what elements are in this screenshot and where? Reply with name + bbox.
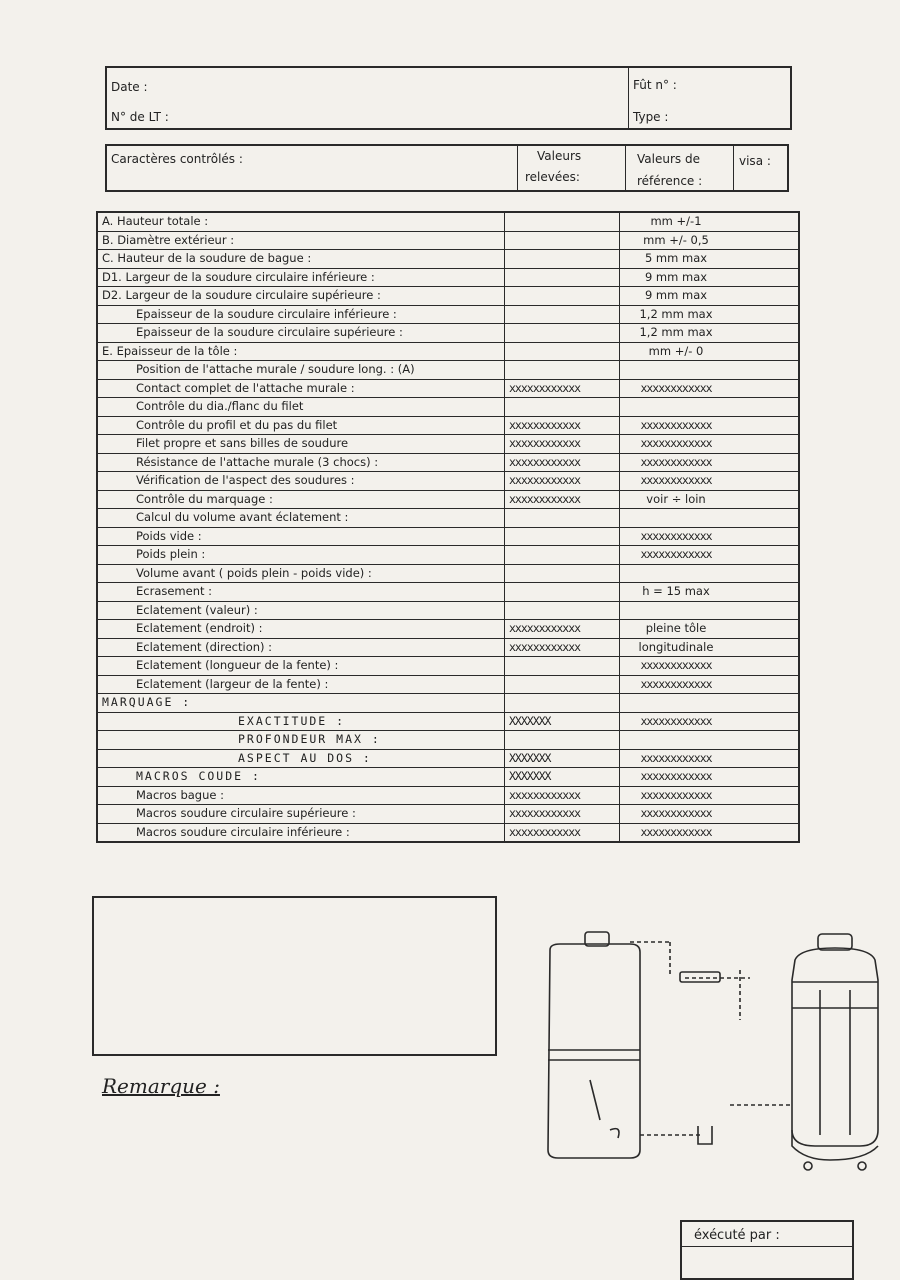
table-row: [97, 823, 799, 842]
header-box: [105, 66, 792, 130]
notes-box[interactable]: [92, 896, 497, 1056]
date-label: Date :: [111, 80, 148, 94]
reference-cell: 5 mm max: [620, 250, 733, 269]
reference-cell: [620, 731, 733, 750]
table-row: [97, 435, 799, 454]
visa-cell[interactable]: [732, 453, 799, 472]
table-row: [97, 287, 799, 306]
visa-cell[interactable]: [732, 527, 799, 546]
row-label: Ecrasement :: [97, 583, 505, 602]
reference-cell: 9 mm max: [620, 268, 733, 287]
reference-cell: [620, 361, 733, 380]
table-row: [97, 231, 799, 250]
bottle-left-icon: [548, 932, 640, 1158]
measured-cell[interactable]: [505, 601, 620, 620]
row-label: Calcul du volume avant éclatement :: [97, 509, 505, 528]
measured-cell[interactable]: XXXXXXX: [505, 749, 620, 768]
executed-by-divider: [682, 1246, 854, 1247]
row-label: Macros soudure circulaire inférieure :: [97, 823, 505, 842]
table-row: [97, 398, 799, 417]
visa-cell[interactable]: [732, 287, 799, 306]
reference-cell: [620, 398, 733, 417]
row-label: Poids plein :: [97, 546, 505, 565]
remark-label: Remarque :: [102, 1074, 220, 1098]
measured-cell[interactable]: [505, 731, 620, 750]
lot-label: N° de LT :: [111, 110, 169, 124]
measured-header-2: relevées:: [525, 170, 580, 184]
executed-by-box: [680, 1220, 854, 1280]
visa-cell[interactable]: [732, 712, 799, 731]
visa-cell[interactable]: [732, 657, 799, 676]
reference-cell: xxxxxxxxxxxx: [620, 527, 733, 546]
table-row: [97, 731, 799, 750]
row-label: Filet propre et sans billes de soudure: [97, 435, 505, 454]
reference-cell: xxxxxxxxxxxx: [620, 472, 733, 491]
col-divider-3: [733, 146, 734, 190]
visa-cell[interactable]: [732, 324, 799, 343]
measured-cell[interactable]: [505, 527, 620, 546]
column-header-box: [105, 144, 789, 192]
characters-header: Caractères contrôlés :: [111, 152, 243, 166]
reference-cell: 9 mm max: [620, 287, 733, 306]
visa-cell[interactable]: [732, 638, 799, 657]
visa-cell[interactable]: [732, 268, 799, 287]
row-label: Eclatement (longueur de la fente) :: [97, 657, 505, 676]
visa-cell[interactable]: [732, 231, 799, 250]
reference-cell: [620, 694, 733, 713]
measured-cell[interactable]: xxxxxxxxxxxx: [505, 620, 620, 639]
reference-cell: xxxxxxxxxxxx: [620, 453, 733, 472]
measured-cell[interactable]: [505, 583, 620, 602]
visa-cell[interactable]: [732, 416, 799, 435]
reference-cell: mm +/- 0: [620, 342, 733, 361]
table-row: [97, 638, 799, 657]
row-label: Eclatement (endroit) :: [97, 620, 505, 639]
reference-header-2: référence :: [637, 174, 703, 188]
row-label: EXACTITUDE :: [97, 712, 505, 731]
visa-cell[interactable]: [732, 379, 799, 398]
reference-cell: xxxxxxxxxxxx: [620, 379, 733, 398]
measured-cell[interactable]: [505, 564, 620, 583]
measured-cell[interactable]: [505, 675, 620, 694]
visa-cell[interactable]: [732, 564, 799, 583]
row-label: A. Hauteur totale :: [97, 212, 505, 231]
visa-cell[interactable]: [732, 823, 799, 842]
row-label: Contrôle du dia./flanc du filet: [97, 398, 505, 417]
table-row: [97, 620, 799, 639]
reference-cell: mm +/-1: [620, 212, 733, 231]
table-row: [97, 490, 799, 509]
measured-cell[interactable]: xxxxxxxxxxxx: [505, 472, 620, 491]
measured-cell[interactable]: [505, 398, 620, 417]
table-row: [97, 416, 799, 435]
table-row: [97, 768, 799, 787]
visa-cell[interactable]: [732, 546, 799, 565]
measured-cell[interactable]: xxxxxxxxxxxx: [505, 490, 620, 509]
visa-cell[interactable]: [732, 305, 799, 324]
measured-cell[interactable]: [505, 231, 620, 250]
reference-cell: xxxxxxxxxxxx: [620, 712, 733, 731]
table-row: [97, 694, 799, 713]
reference-cell: xxxxxxxxxxxx: [620, 675, 733, 694]
measured-cell[interactable]: [505, 342, 620, 361]
executed-by-label: éxécuté par :: [694, 1228, 780, 1243]
table-row: [97, 212, 799, 231]
table-row: [97, 361, 799, 380]
visa-cell[interactable]: [732, 583, 799, 602]
table-row: [97, 583, 799, 602]
row-label: MARQUAGE :: [97, 694, 505, 713]
table-row: [97, 749, 799, 768]
row-label: Macros soudure circulaire supérieure :: [97, 805, 505, 824]
row-label: D2. Largeur de la soudure circulaire supérieure :: [97, 287, 505, 306]
header-divider: [628, 68, 629, 128]
row-label: Eclatement (direction) :: [97, 638, 505, 657]
bottle-drawing: [530, 920, 890, 1180]
table-row: [97, 546, 799, 565]
visa-cell[interactable]: [732, 342, 799, 361]
reference-header-1: Valeurs de: [637, 152, 700, 166]
col-divider-1: [517, 146, 518, 190]
reference-cell: xxxxxxxxxxxx: [620, 435, 733, 454]
reference-cell: [620, 509, 733, 528]
visa-header: visa :: [739, 154, 771, 168]
measured-cell[interactable]: [505, 546, 620, 565]
measured-cell[interactable]: XXXXXXX: [505, 768, 620, 787]
row-label: E. Epaisseur de la tôle :: [97, 342, 505, 361]
visa-cell[interactable]: [732, 490, 799, 509]
measured-cell[interactable]: [505, 287, 620, 306]
table-row: [97, 250, 799, 269]
reference-cell: 1,2 mm max: [620, 324, 733, 343]
table-row: [97, 527, 799, 546]
table-row: [97, 342, 799, 361]
measured-header-1: Valeurs: [537, 149, 582, 163]
measured-cell[interactable]: [505, 324, 620, 343]
measured-cell[interactable]: xxxxxxxxxxxx: [505, 416, 620, 435]
row-label: Epaisseur de la soudure circulaire inférieure :: [97, 305, 505, 324]
row-label: Eclatement (largeur de la fente) :: [97, 675, 505, 694]
row-label: D1. Largeur de la soudure circulaire inférieure :: [97, 268, 505, 287]
row-label: Résistance de l'attache murale (3 chocs) :: [97, 453, 505, 472]
visa-cell[interactable]: [732, 601, 799, 620]
bottle-right-icon: [792, 934, 878, 1170]
measured-cell[interactable]: [505, 250, 620, 269]
visa-cell[interactable]: [732, 361, 799, 380]
measured-cell[interactable]: [505, 305, 620, 324]
reference-cell: xxxxxxxxxxxx: [620, 546, 733, 565]
measured-cell[interactable]: xxxxxxxxxxxx: [505, 435, 620, 454]
visa-cell[interactable]: [732, 398, 799, 417]
measured-cell[interactable]: [505, 509, 620, 528]
reference-cell: [620, 564, 733, 583]
visa-cell[interactable]: [732, 509, 799, 528]
row-label: Volume avant ( poids plein - poids vide) :: [97, 564, 505, 583]
table-row: [97, 601, 799, 620]
reference-cell: xxxxxxxxxxxx: [620, 768, 733, 787]
visa-cell[interactable]: [732, 472, 799, 491]
table-row: [97, 712, 799, 731]
col-divider-2: [625, 146, 626, 190]
table-row: [97, 324, 799, 343]
row-label: Poids vide :: [97, 527, 505, 546]
visa-cell[interactable]: [732, 768, 799, 787]
visa-cell[interactable]: [732, 212, 799, 231]
row-label: Contrôle du profil et du pas du filet: [97, 416, 505, 435]
table-row: [97, 675, 799, 694]
visa-cell[interactable]: [732, 250, 799, 269]
reference-cell: xxxxxxxxxxxx: [620, 823, 733, 842]
table-row: [97, 453, 799, 472]
measured-cell[interactable]: [505, 212, 620, 231]
measured-cell[interactable]: xxxxxxxxxxxx: [505, 379, 620, 398]
reference-cell: xxxxxxxxxxxx: [620, 749, 733, 768]
measured-cell[interactable]: [505, 361, 620, 380]
reference-cell: xxxxxxxxxxxx: [620, 786, 733, 805]
row-label: Macros bague :: [97, 786, 505, 805]
table-row: [97, 786, 799, 805]
wall-bracket-icon: [680, 972, 720, 982]
valve-icon: [698, 1126, 712, 1144]
measured-cell[interactable]: [505, 657, 620, 676]
reference-cell: h = 15 max: [620, 583, 733, 602]
table-row: [97, 305, 799, 324]
measured-cell[interactable]: XXXXXXX: [505, 712, 620, 731]
row-label: C. Hauteur de la soudure de bague :: [97, 250, 505, 269]
reference-cell: xxxxxxxxxxxx: [620, 657, 733, 676]
table-row: [97, 379, 799, 398]
visa-cell[interactable]: [732, 620, 799, 639]
row-label: Contact complet de l'attache murale :: [97, 379, 505, 398]
table-row: [97, 657, 799, 676]
visa-cell[interactable]: [732, 749, 799, 768]
measured-cell[interactable]: xxxxxxxxxxxx: [505, 453, 620, 472]
row-label: Position de l'attache murale / soudure long. : (A): [97, 361, 505, 380]
table-row: [97, 564, 799, 583]
measured-cell[interactable]: xxxxxxxxxxxx: [505, 823, 620, 842]
measured-cell[interactable]: [505, 268, 620, 287]
reference-cell: voir ÷ loin: [620, 490, 733, 509]
visa-cell[interactable]: [732, 694, 799, 713]
visa-cell[interactable]: [732, 731, 799, 750]
reference-cell: [620, 601, 733, 620]
table-row: [97, 472, 799, 491]
visa-cell[interactable]: [732, 435, 799, 454]
dimension-lines-icon: [630, 942, 790, 1135]
reference-cell: pleine tôle: [620, 620, 733, 639]
reference-cell: 1,2 mm max: [620, 305, 733, 324]
row-label: Epaisseur de la soudure circulaire supérieure :: [97, 324, 505, 343]
measured-cell[interactable]: [505, 694, 620, 713]
visa-cell[interactable]: [732, 805, 799, 824]
visa-cell[interactable]: [732, 786, 799, 805]
table-row: [97, 805, 799, 824]
table-row: [97, 509, 799, 528]
row-label: MACROS COUDE :: [97, 768, 505, 787]
reference-cell: xxxxxxxxxxxx: [620, 416, 733, 435]
fut-label: Fût n° :: [633, 78, 677, 92]
reference-cell: mm +/- 0,5: [620, 231, 733, 250]
row-label: PROFONDEUR MAX :: [97, 731, 505, 750]
type-label: Type :: [633, 110, 669, 124]
reference-cell: xxxxxxxxxxxx: [620, 805, 733, 824]
reference-cell: longitudinale: [620, 638, 733, 657]
measured-cell[interactable]: xxxxxxxxxxxx: [505, 638, 620, 657]
table-row: [97, 268, 799, 287]
row-label: Contrôle du marquage :: [97, 490, 505, 509]
visa-cell[interactable]: [732, 675, 799, 694]
measured-cell[interactable]: xxxxxxxxxxxx: [505, 786, 620, 805]
inspection-table: [96, 211, 800, 843]
row-label: Vérification de l'aspect des soudures :: [97, 472, 505, 491]
row-label: Eclatement (valeur) :: [97, 601, 505, 620]
measured-cell[interactable]: xxxxxxxxxxxx: [505, 805, 620, 824]
row-label: ASPECT AU DOS :: [97, 749, 505, 768]
row-label: B. Diamètre extérieur :: [97, 231, 505, 250]
